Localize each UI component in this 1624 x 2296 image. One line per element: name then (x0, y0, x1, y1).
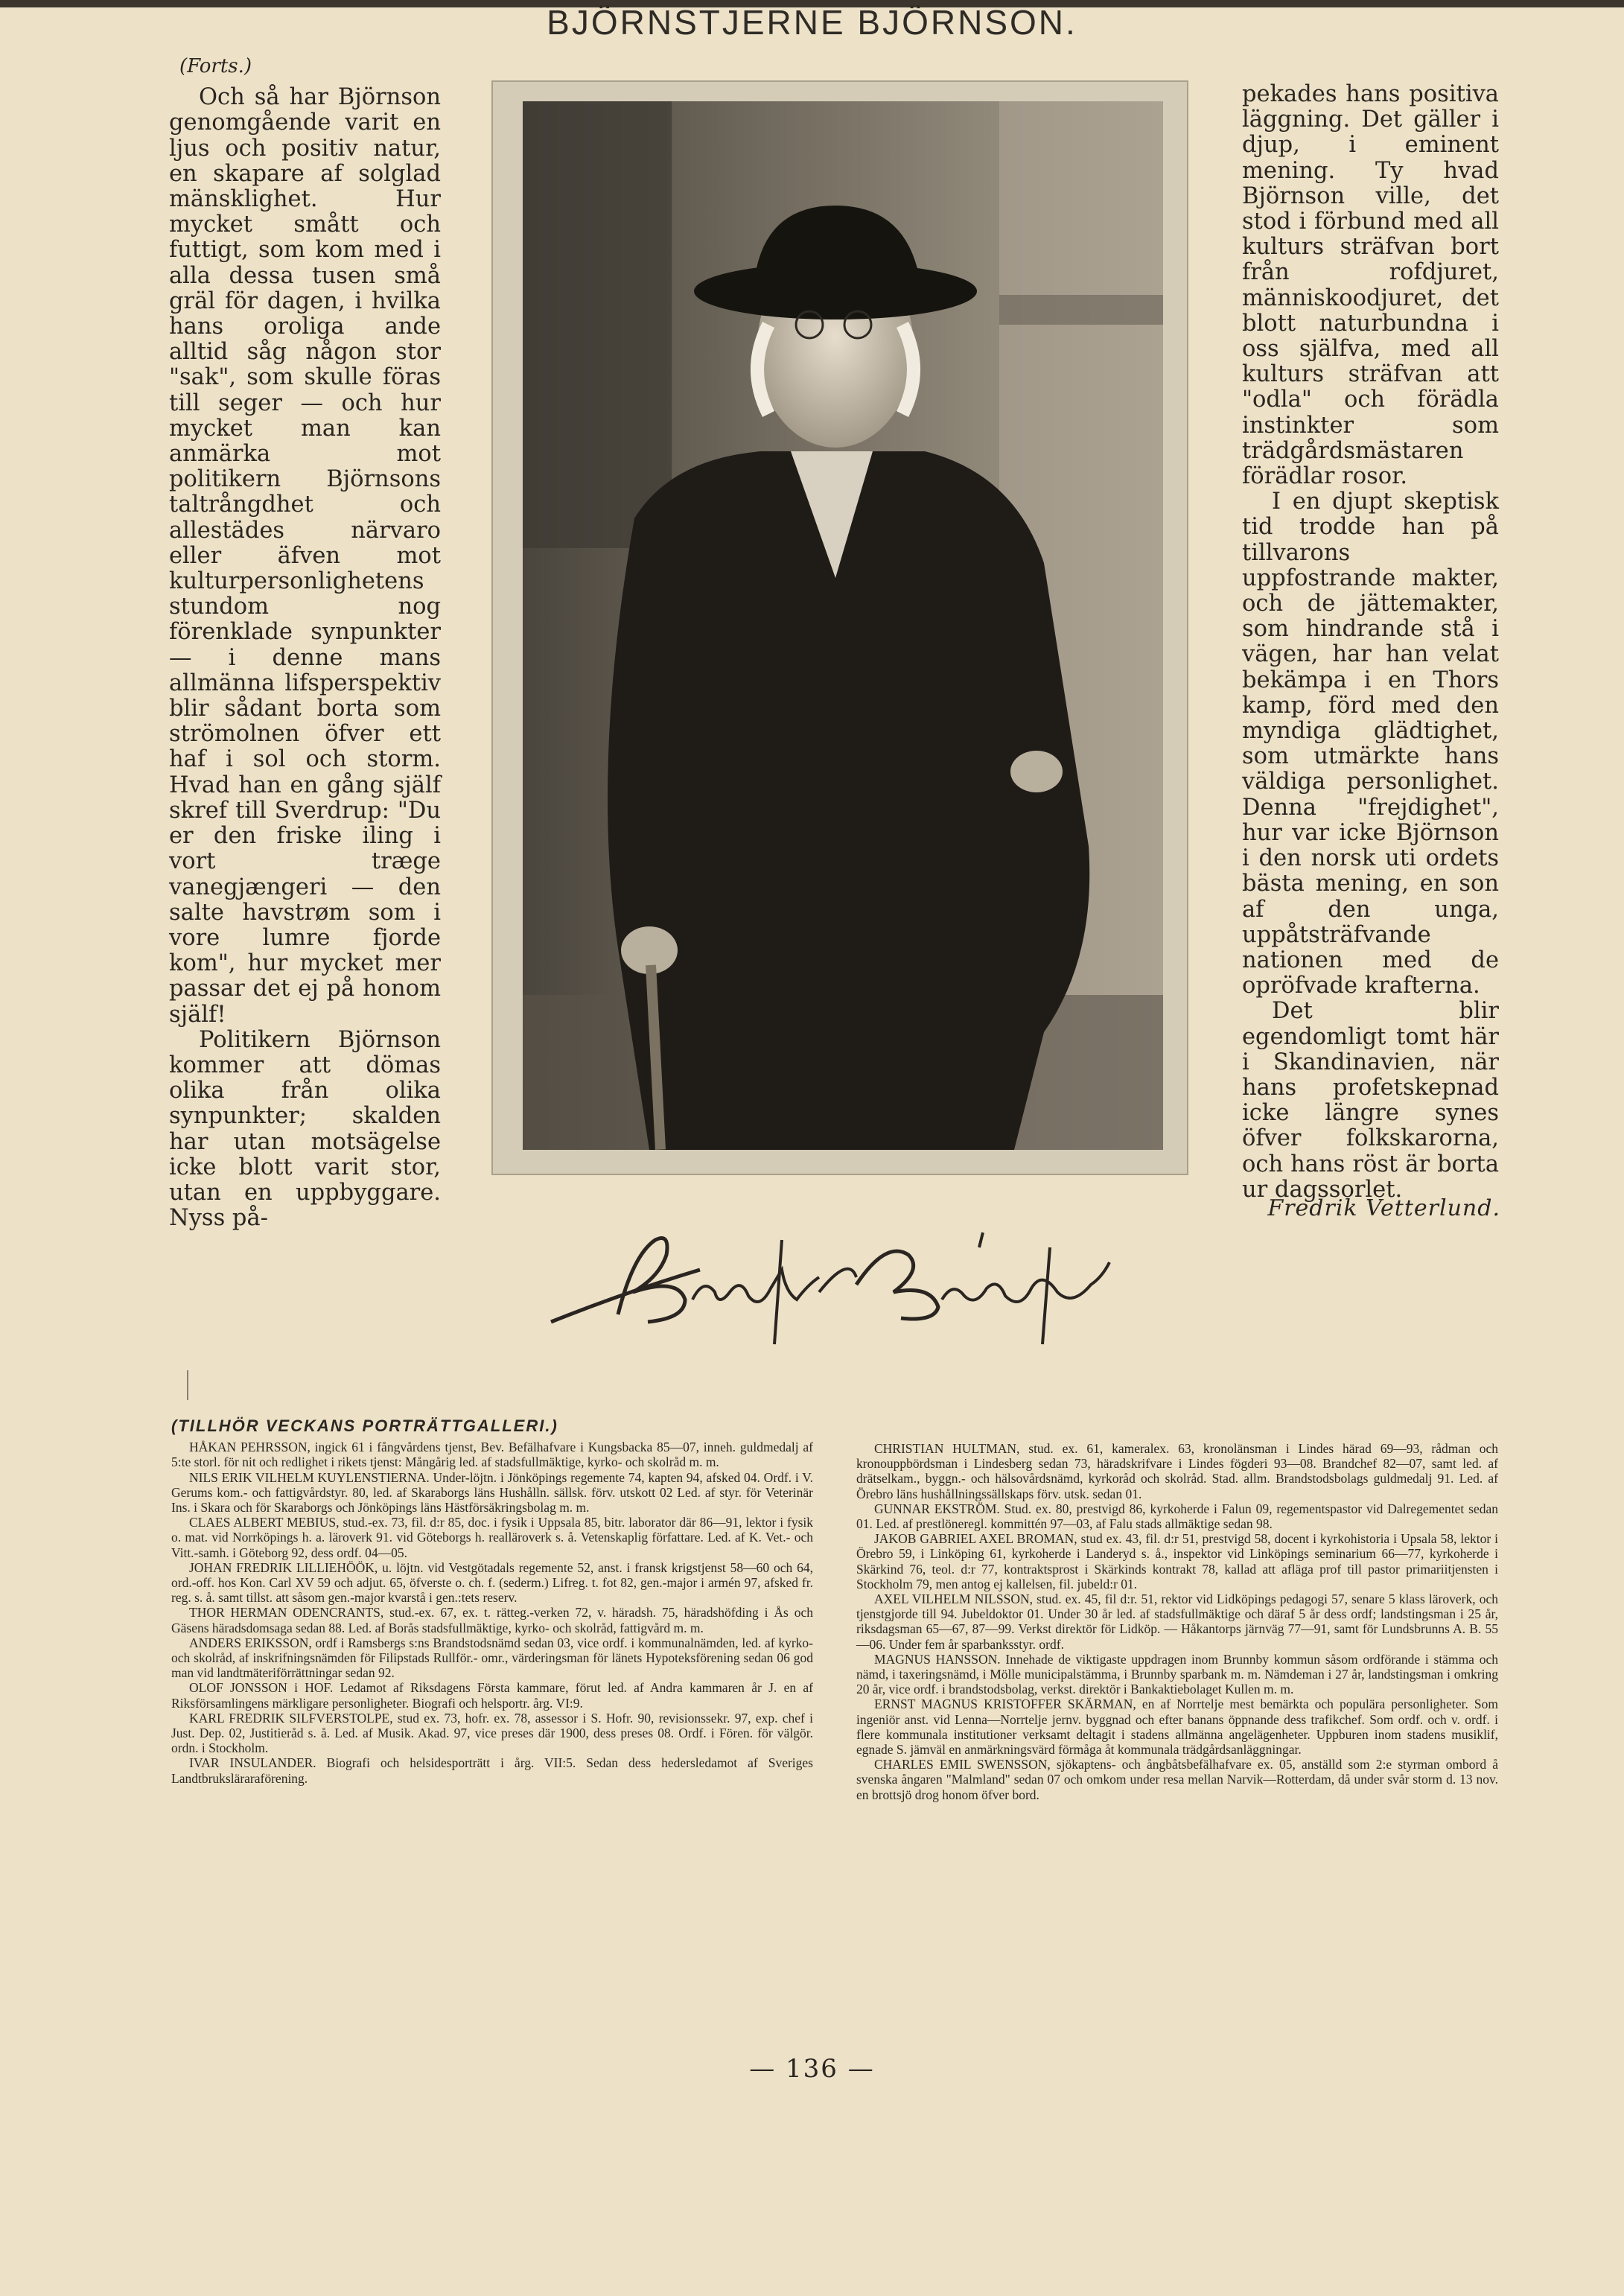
article-paragraph: Politikern Björnson kommer att dömas olika från olika synpunkter; skalden har utan motsägelse icke blott varit stor, utan en uppbyggare. Nyss på- (169, 1026, 441, 1232)
margin-mark (187, 1370, 188, 1400)
gallery-right-column (856, 1441, 1498, 1802)
author-byline: Fredrik Vetterlund. (1267, 1195, 1500, 1221)
gallery-entry: AXEL VILHELM NILSSON, stud. ex. 45, fil d:r. 51, rektor vid Lidköpings pedagogi 57, senare 5 klass läroverk, och tjenstgjorde till 94. Jubeldoktor 01. Under 30 år led. af stadsfullmäktige och däraf 5 år dess ordf; landstingsman i 25 år, riksdagsman 65—67, 87—99. Verkst direktör för Lidköp. — Håkantorps järnväg 77—91, samt för Lundsbrunns A. B. 55—06. Under fem år sparbanksstyr. ordf. (856, 1591, 1498, 1652)
article-paragraph: pekades hans positiva läggning. Det gäller i djup, i eminent mening. Ty hvad Björnson ville, det stod i förbund med all kulturs sträfvan bort från rofdjuret, människoodjuret, det blott naturbundna i oss själfva, med all kulturs sträfvan att "odla" och förädla instinkter som trädgårdsmästaren förädlar rosor. (1242, 81, 1499, 490)
gallery-title: (TILLHÖR VECKANS PORTRÄTTGALLERI.) (171, 1416, 558, 1435)
gallery-entry: HÅKAN PEHRSSON, ingick 61 i fångvårdens tjenst, Bev. Befälhafvare i Kungsbacka 85—07, inneh. guldmedalj af 5:te storl. för nit och redlighet i rikets tjenst: Mångårig led. af stadsfullmäktige, kyrko- och skolråd m. m. (171, 1440, 813, 1470)
article-right-column (1242, 82, 1499, 1203)
gallery-entry: CHARLES EMIL SWENSSON, sjökaptens- och ångbåtsbefälhafvare ex. 05, anställd som 2:e styrman ombord å svenska ångaren "Malmland" sedan 07 och omkom under resa mellan Narvik—Rotterdam, då under svår storm d. 13 nov. en brottsjö drog honom öfver bord. (856, 1757, 1498, 1802)
page-title: BJÖRNSTJERNE BJÖRNSON. (547, 3, 1077, 42)
gallery-entry: THOR HERMAN ODENCRANTS, stud.-ex. 67, ex. t. rätteg.-verken 72, v. häradsh. 75, häradshöfding i Ås och Gäsens häradsdomsaga sedan 88. Led. af Borås stadsfullmäktige, kyrko- och skolråd, fattigvård m. m. (171, 1605, 813, 1635)
gallery-entry: CHRISTIAN HULTMAN, stud. ex. 61, kameralex. 63, kronolänsman i Lindes härad 69—93, rådman och kronouppbördsman i Lindesberg sedan 73, häradskrifvare i Lindes fögderi 93—08. Brandchef 82—07, samt led. af drätselkam., byggn.- och hälsovårdsnämd, kyrkoråd och skolråd. Stad. allm. Brandstodsbolags guldmedalj 91. Led. af Örebro läns hushållningssällskaps förv. utsk. sedan 01. (856, 1441, 1498, 1501)
gallery-entry: KARL FREDRIK SILFVERSTOLPE, stud ex. 73, hofr. ex. 78, assessor i S. Hofr. 90, revisionssekr. 97, exp. chef i Just. Dep. 02, Justitieråd s. å. Led. af Musik. Akad. 97, vice preses där 1900, dess preses 08. Ordf. i Fören. för välgör. ordn. i Stockholm. (171, 1710, 813, 1756)
gallery-entry: GUNNAR EKSTRÖM. Stud. ex. 80, prestvigd 86, kyrkoherde i Falun 09, regementspastor vid Dalregementet sedan 01. Led. af prestlöneregl. kommittén 97—03, af Falu stads allmäktige sedan 98. (856, 1501, 1498, 1532)
handwritten-signature (536, 1210, 1162, 1352)
gallery-entry: ANDERS ERIKSSON, ordf i Ramsbergs s:ns Brandstodsnämd sedan 03, vice ordf. i kommunalnämden, led. af kyrko- och skolråd, af inskrifningsnämden för Filipstads Rullför.- omr., värderingsman för länets Hypoteksförening sedan 06 god man vid landtmäteriförrättningar sedan 92. (171, 1635, 813, 1681)
gallery-entry: OLOF JONSSON i HOF. Ledamot af Riksdagens Första kammare, förut led. af Andra kammaren år J. en af Riksförsamlingens märkligare personligheter. Biografi och helsportr. årg. VI:9. (171, 1680, 813, 1711)
article-paragraph: Det blir egendomligt tomt här i Skandinavien, när hans profetskepnad icke längre synes öfver folkskarorna, och hans röst är borta ur dagssorlet. (1242, 998, 1499, 1203)
article-left-column (169, 55, 441, 1232)
gallery-entry: IVAR INSULANDER. Biografi och helsidesporträtt i årg. VII:5. Sedan dess hedersledamot af Sveriges Landtbruksläraraförening. (171, 1755, 813, 1786)
page-number: — 136 — (749, 2054, 875, 2084)
portrait-photo (523, 101, 1163, 1150)
gallery-entry: JOHAN FREDRIK LILLIEHÖÖK, u. löjtn. vid Vestgötadals regemente 52, anst. i fransk krigstjenst 58—60 och 64, ord.-off. hos Kon. Carl XV 59 och adjut. 65, öfverste o. ch. f. (sederm.) Lifreg. t. fot 82, gen.-major i armén 97, afsked fr. reg. s. å. samt tillst. att såsom gen.-major kvarstå i gen.:tets reserv. (171, 1559, 813, 1606)
gallery-entry: CLAES ALBERT MEBIUS, stud.-ex. 73, fil. d:r 85, doc. i fysik i Uppsala 85, bitr. laborator där 86—91, lektor i fysik o. mat. vid Norrköpings h. a. läroverk 91. vid Göteborgs h. realläroverk s. å. Vetenskaplig författare. Led. af K. Vet.- och Vitt.-samh. i Göteborg 92, dess ordf. 04—05. (171, 1515, 813, 1560)
gallery-entry: JAKOB GABRIEL AXEL BROMAN, stud ex. 43, fil. d:r 51, prestvigd 58, docent i kyrkohistoria i Upsala 58, lektor i Örebro 59, i Linköping 61, kyrkoherde i Landeryd s. å., inspektor vid Linköpings seminarium 66—77, kyrkoherde i Skärkind 76, teol. d:r 77, kontraktsprost i Skärkinds kontrakt 78, kallad att afläga prof till pastor primariitjensten i Stockholm 79, men antog ej kallelsen, fil. jubeld:r 01. (856, 1531, 1498, 1591)
gallery-entry: NILS ERIK VILHELM KUYLENSTIERNA. Under-löjtn. i Jönköpings regemente 74, kapten 94, afsked 04. Ordf. i V. Gerums kom.- och fattigvårdstyr. 80, led. af Skaraborgs läns Hushålln. sällsk. förv. utskott 02 Led. af styr. för Veterinär Ins. i Skara och för Skaraborgs och Jönköpings läns Hästförsäkringsbolag m. m. (171, 1469, 813, 1516)
portrait-illustration (523, 101, 1163, 1150)
continued-label: (Forts.) (179, 55, 252, 77)
gallery-entry: ERNST MAGNUS KRISTOFFER SKÄRMAN, en af Norrtelje mest bemärkta och populära personligheter. Som ingeniör anst. vid Lenna—Norrtelje jernv. byggnad och efter banans öppnande dess trafikchef. Som ordf. och v. ordf. i flere kommunala institutioner verksamt deltagit i stadens allmänna angelägenheter. Uppburen inom stadens musiklif, egnade S. jämväl en anmärkningsvärd förmåga åt kommunala trädgårdsanläggningar. (856, 1696, 1498, 1758)
gallery-entry: MAGNUS HANSSON. Innehade de viktigaste uppdragen inom Brunnby kommun såsom ordförande i stämma och nämd, i taxeringsnämd, i Mölle municipalstämma, i Brunnby sparbank m. m. Nämdeman i 27 år, landstingsman i omkring 20 år, vice ordf. i brandstodsbolag, verkst. direktör i Bankaktiebolaget Kullen m. m. (856, 1651, 1498, 1697)
gallery-left-column (171, 1416, 813, 1786)
article-paragraph: Och så har Björnson genomgående varit en ljus och positiv natur, en skapare af solglad mänsklighet. Hur mycket smått och futtigt, som kom med i alla dessa tusen små gräl för dagen, i hvilka hans oroliga ande alltid såg någon stor "sak", som skulle föras till seger — och hur mycket man kan anmärka mot politikern Björnsons taltrångdhet och allestädes närvaro eller äfven mot kulturpersonlighetens stundom nog förenklade synpunkter — i denne mans allmänna lifsperspektiv blir sådant borta som strömolnen öfver ett haf i sol och storm. Hvad han en gång själf skref till Sverdrup: "Du er den friske iling i vort træge vanegjængeri — den salte havstrøm som i vore lumre fjorde kom", hur mycket mer passar det ej på honom själf! (169, 84, 441, 1028)
article-paragraph: I en djupt skeptisk tid trodde han på tillvarons uppfostrande makter, och de jättemakter, som hindrande stå i vägen, har han velat bekämpa i en Thors kamp, förd med den myndiga glädtighet, som utmärkte hans väldiga personlighet. Denna "frejdighet", hur var icke Björnson i den norsk uti ordets bästa mening, en son af den unga, uppåtsträfvande nationen med de opröfvade krafterna. (1242, 489, 1499, 999)
